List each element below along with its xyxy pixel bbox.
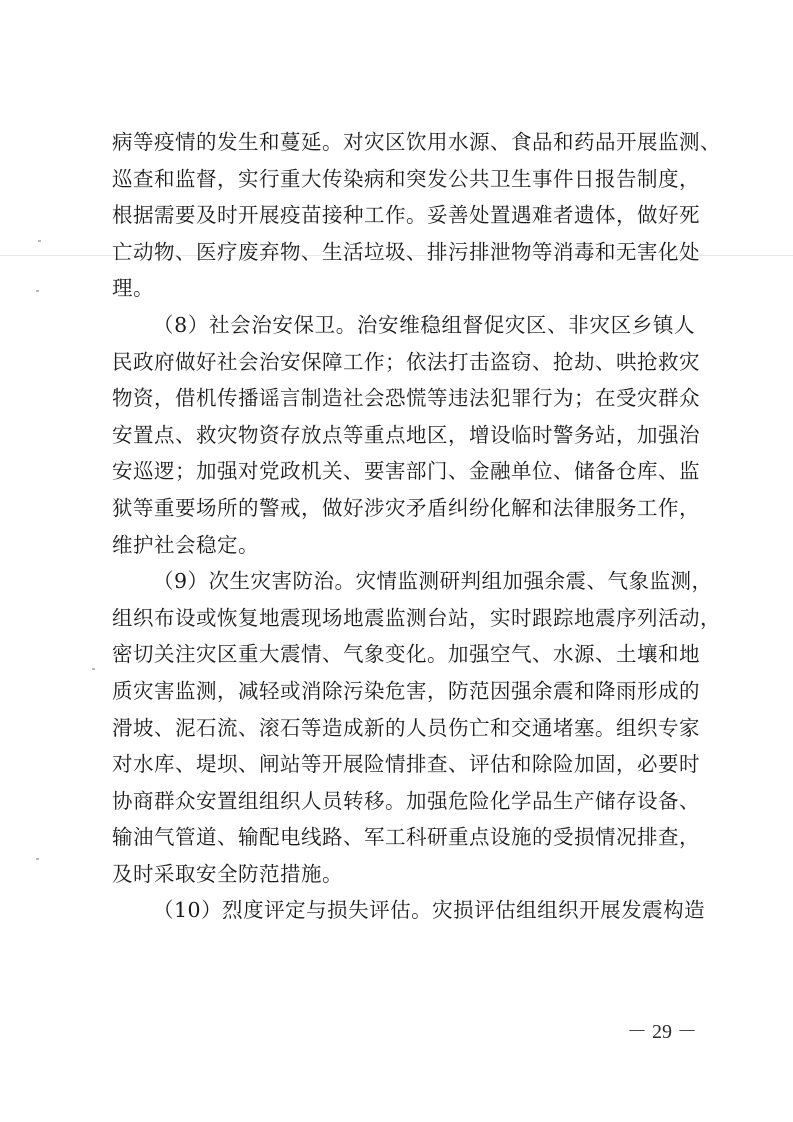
text-line: 物资，借机传播谣言制造社会恐慌等违法犯罪行为；在受灾群众 [112,386,700,411]
text-line: 理。 [112,276,154,301]
text-line: 维护社会稳定。 [112,532,259,557]
scan-speck [36,858,39,860]
text-line: 质灾害监测，减轻或消除污染危害，防范因强余震和降雨形成的 [112,678,700,703]
text-line: 安置点、救灾物资存放点等重点地区，增设临时警务站，加强治 [112,422,700,447]
text-line: 协商群众安置组组织人员转移。加强危险化学品生产储存设备、 [112,788,700,813]
text-line: 滑坡、泥石流、滚石等造成新的人员伤亡和交通堵塞。组织专家 [112,715,700,740]
text-line: 民政府做好社会治安保障工作；依法打击盗窃、抢劫、哄抢救灾 [112,349,700,374]
text-line: 狱等重要场所的警戒，做好涉灾矛盾纠纷化解和法律服务工作， [112,495,700,520]
text-line: 组织布设或恢复地震现场地震监测台站，实时跟踪地震序列活动， [112,605,721,630]
text-line: 根据需要及时开展疫苗接种工作。妥善处置遇难者遗体，做好死 [112,203,700,228]
text-line: 巡查和监督，实行重大传染病和突发公共卫生事件日报告制度， [112,166,700,191]
scan-speck [36,290,39,292]
text-line: 亡动物、医疗废弃物、生活垃圾、排污排泄物等消毒和无害化处 [112,239,700,264]
text-line: 及时采取安全防范措施。 [112,861,343,886]
page-number: － 29 － [627,1021,697,1043]
text-line: 病等疫情的发生和蔓延。对灾区饮用水源、食品和药品开展监测、 [112,130,721,154]
text-line: 安巡逻；加强对党政机关、要害部门、金融单位、储备仓库、监 [112,459,700,484]
paragraph-heading-line: （9）次生灾害防治。灾情监测研判组加强余震、气象监测， [153,569,713,594]
paragraph-heading-line: （8）社会治安保卫。治安维稳组督促灾区、非灾区乡镇人 [153,312,695,337]
body-text [112,124,721,929]
paragraph-heading-line: （10）烈度评定与损失评估。灾损评估组组织开展发震构造 [153,898,706,923]
text-line: 对水库、堤坝、闸站等开展险情排查、评估和除险加固，必要时 [112,752,700,777]
scan-speck [92,668,95,670]
text-line: 输油气管道、输配电线路、军工科研重点设施的受损情况排查， [112,825,700,850]
text-line: 密切关注灾区重大震情、气象变化。加强空气、水源、土壤和地 [112,642,700,667]
scan-speck [38,240,41,242]
